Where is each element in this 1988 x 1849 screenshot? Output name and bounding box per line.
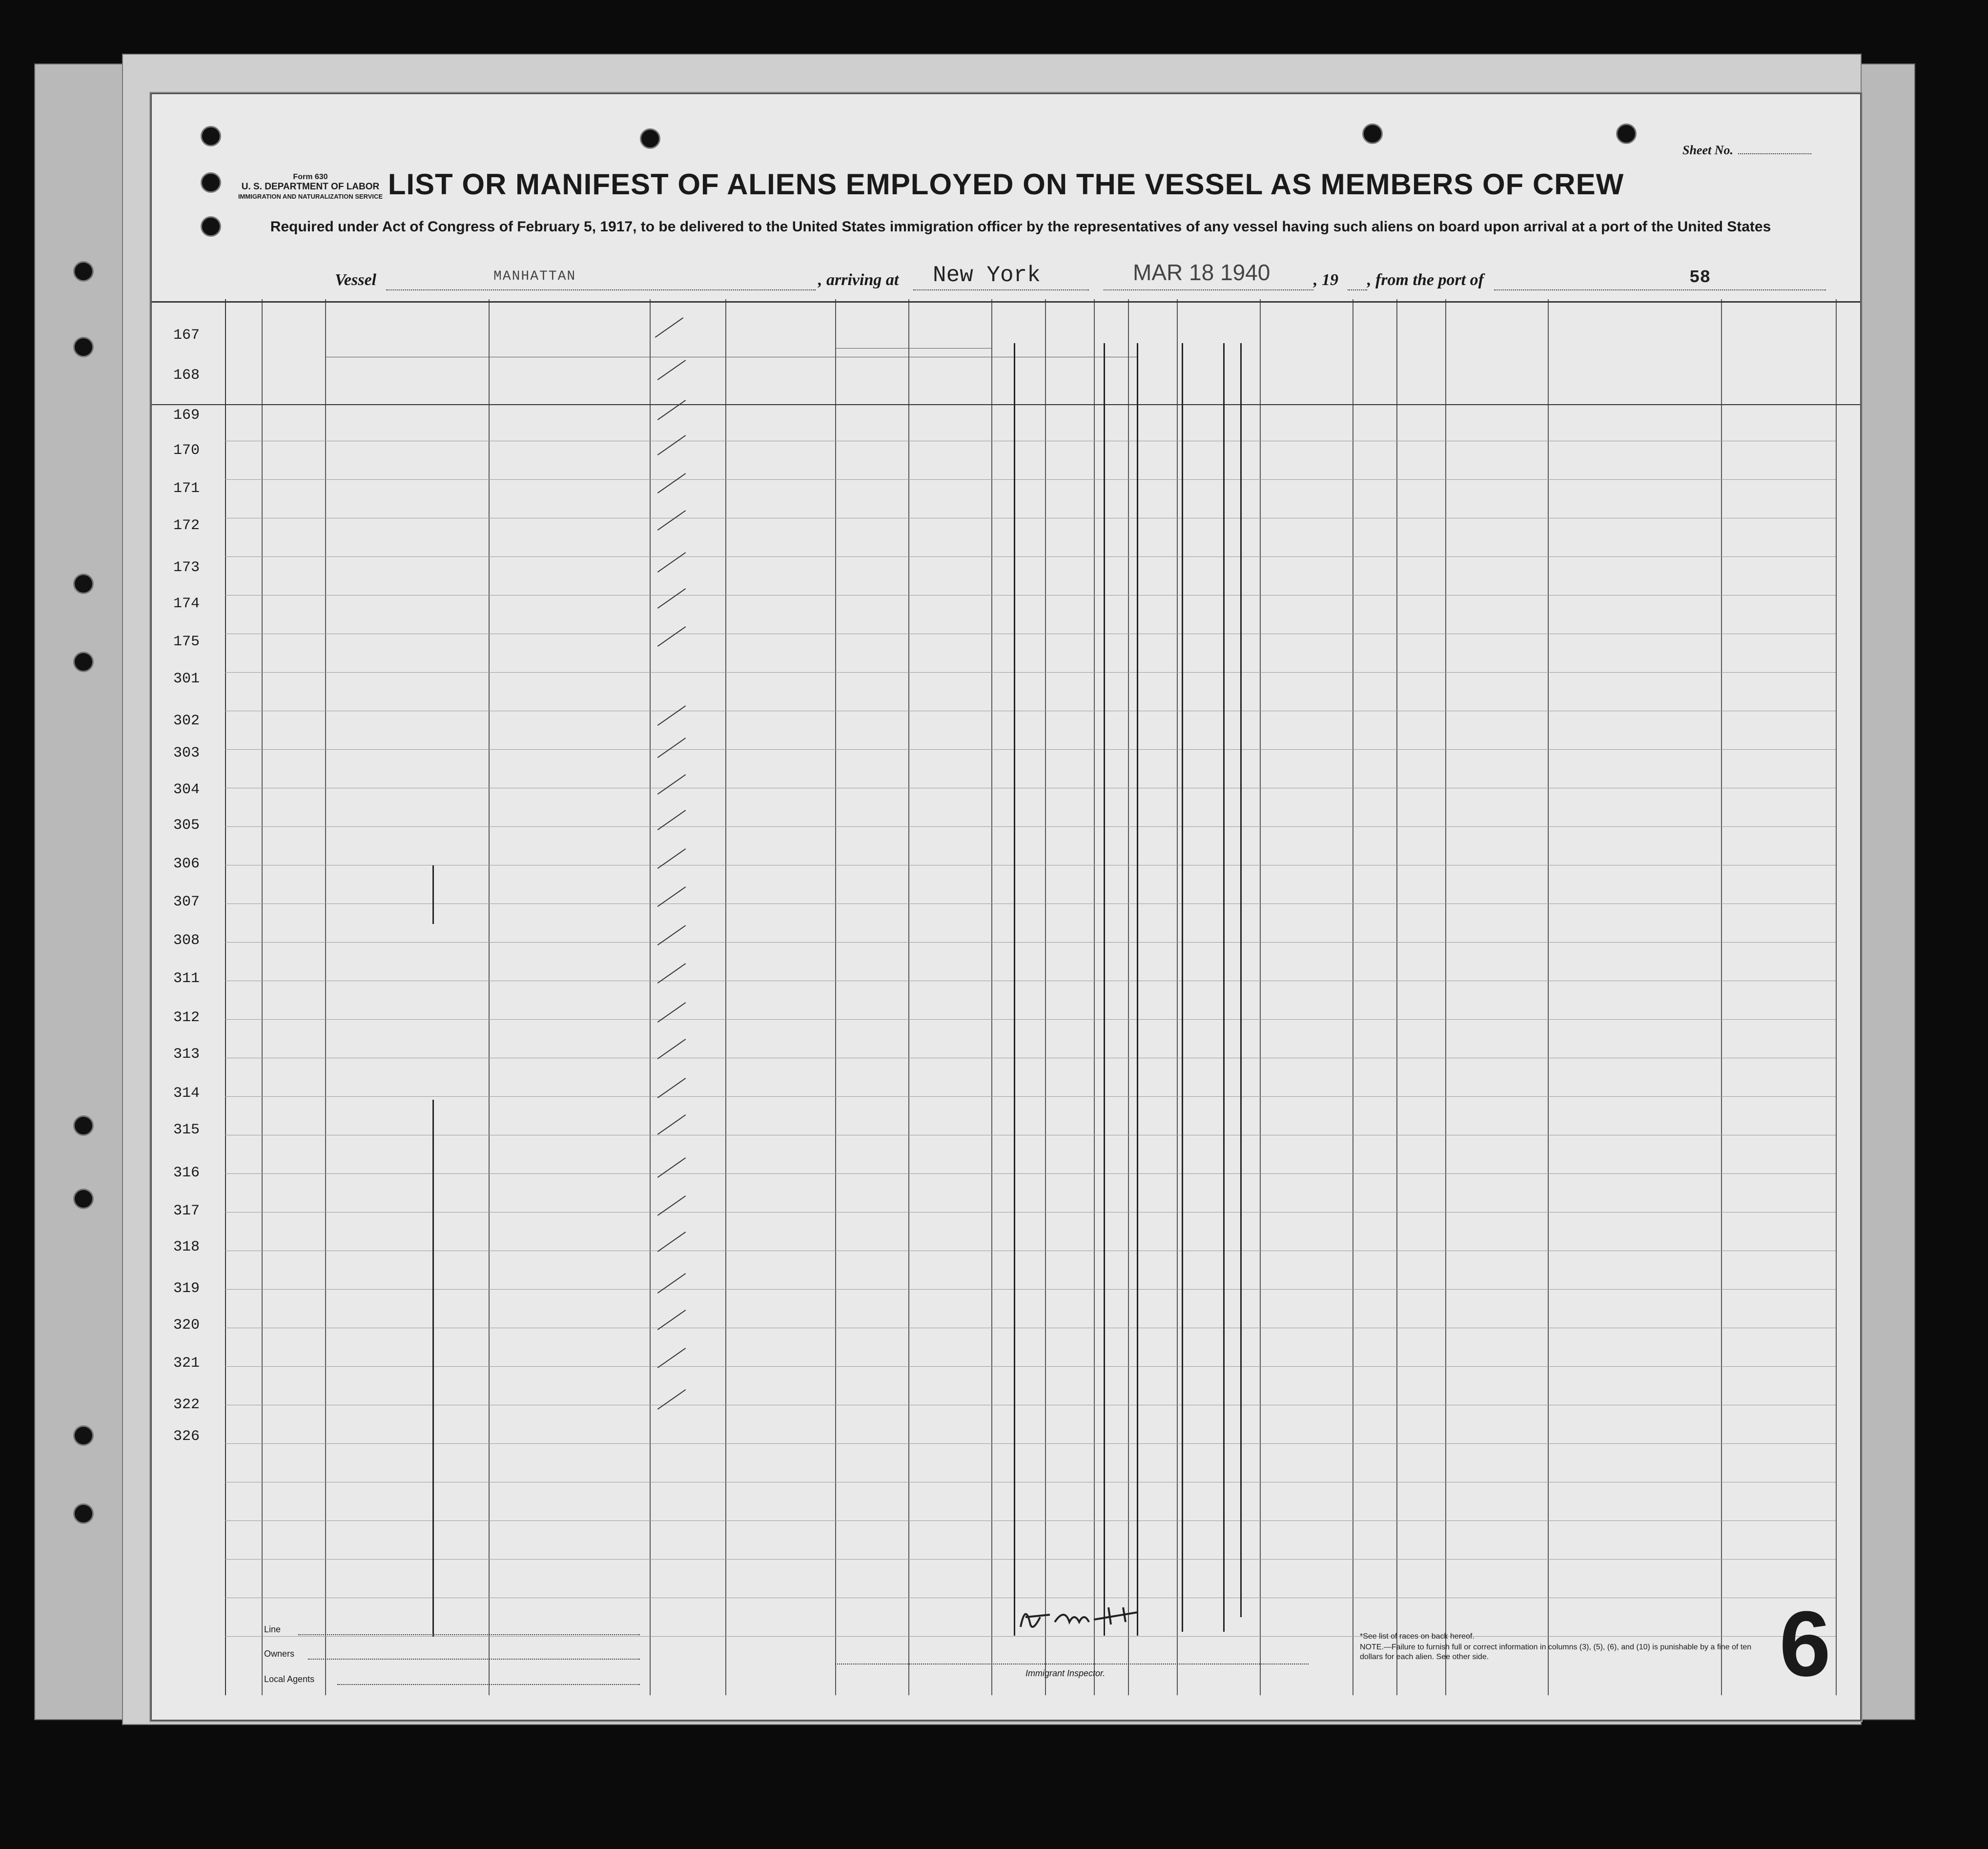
year-label: , 19 (1313, 271, 1338, 289)
margin-sequence-number: 303 (173, 745, 200, 761)
service-tick-mark (657, 738, 686, 758)
ditto-line (432, 1100, 434, 1637)
margin-sequence-number: 311 (173, 970, 200, 987)
column-rule (489, 299, 490, 1695)
binder-hole (73, 1189, 94, 1209)
margin-sequence-number: 173 (173, 559, 200, 576)
binder-hole (73, 574, 94, 594)
vessel-line (152, 260, 1860, 294)
header-rule (152, 301, 1860, 303)
column-rule (725, 299, 726, 1695)
sheet-no (1682, 143, 1811, 158)
row-rule (225, 1520, 1836, 1521)
page-number: 58 (1689, 267, 1711, 288)
margin-sequence-number: 315 (173, 1122, 200, 1138)
margin-sequence-number: 170 (173, 442, 200, 459)
row-rule (225, 479, 1836, 480)
margin-sequence-number: 307 (173, 894, 200, 910)
service-tick-mark (657, 1195, 686, 1216)
margin-sequence-number: 326 (173, 1428, 200, 1445)
column-rule (991, 299, 992, 1695)
form-line: IMMIGRATION AND NATURALIZATION SERVICE (238, 193, 383, 200)
margin-sequence-number: 302 (173, 713, 200, 729)
service-tick-mark (657, 705, 686, 726)
races-note: *See list of races on back hereof. (1360, 1632, 1475, 1641)
service-tick-mark (657, 360, 686, 380)
service-tick-mark (657, 1310, 686, 1330)
service-tick-mark (657, 1039, 686, 1059)
binder-hole (1362, 123, 1383, 144)
row-rule (225, 1289, 1836, 1290)
service-tick-mark (655, 317, 683, 338)
service-tick-mark (657, 1157, 686, 1178)
margin-sequence-number: 308 (173, 932, 200, 949)
binder-hole (73, 652, 94, 672)
column-rule (1445, 299, 1446, 1695)
service-tick-mark (657, 774, 686, 795)
service-tick-mark (657, 1348, 686, 1368)
row-rule (225, 1559, 1836, 1560)
row-rule (225, 1443, 1836, 1444)
row-rule (225, 1019, 1836, 1020)
header-rule (152, 404, 1860, 405)
margin-sequence-number: 320 (173, 1317, 200, 1334)
margin-sequence-number: 305 (173, 817, 200, 834)
service-tick-mark (657, 1078, 686, 1098)
service-tick-mark (657, 1273, 686, 1294)
column-rule (262, 299, 263, 1695)
margin-sequence-number: 175 (173, 634, 200, 650)
column-rule (1094, 299, 1095, 1695)
margin-sequence-number: 316 (173, 1165, 200, 1181)
sheet-no-label: Sheet No. (1682, 143, 1733, 157)
binder-hole (73, 1503, 94, 1524)
row-rule (225, 595, 1836, 596)
margin-sequence-number: 322 (173, 1397, 200, 1413)
column-rule (1548, 299, 1549, 1695)
column-rule (225, 299, 226, 1695)
manifest-sheet (150, 93, 1862, 1721)
owners-label: Owners (264, 1649, 295, 1659)
service-tick-mark (657, 510, 686, 531)
row-rule (225, 826, 1836, 827)
service-tick-mark (657, 400, 686, 420)
service-tick-mark (657, 1389, 686, 1410)
sheet-number-large: 6 (1779, 1592, 1831, 1696)
binder-hole (73, 261, 94, 282)
binder-hole (201, 126, 221, 146)
inspector-label: Immigrant Inspector. (1025, 1668, 1106, 1678)
form-line: U. S. DEPARTMENT OF LABOR (241, 182, 380, 192)
margin-sequence-number: 168 (173, 367, 200, 384)
date-stamp: MAR 18 1940 (1133, 260, 1271, 285)
margin-sequence-number: 321 (173, 1355, 200, 1372)
ditto-line (1104, 343, 1105, 1636)
from-port-label: , from the port of (1367, 271, 1484, 289)
margin-sequence-number: 301 (173, 671, 200, 687)
margin-sequence-number: 318 (173, 1239, 200, 1255)
column-rule (1396, 299, 1397, 1695)
margin-sequence-number: 172 (173, 517, 200, 534)
margin-sequence-number: 171 (173, 480, 200, 497)
row-rule (225, 1096, 1836, 1097)
margin-sequence-number: 304 (173, 781, 200, 798)
penalty-note: NOTE.—Failure to furnish full or correct information in columns (3), (5), (6), and (10) is punishable by a fine of ten dollars for each alien. See other side. (1360, 1643, 1752, 1661)
local-agents-label: Local Agents (264, 1674, 315, 1684)
column-rule (908, 299, 909, 1695)
margin-sequence-number: 319 (173, 1280, 200, 1297)
binder-hole (73, 1425, 94, 1446)
column-rule (1045, 299, 1046, 1695)
margin-sequence-number: 167 (173, 327, 200, 344)
ditto-line (1223, 343, 1225, 1632)
margin-sequence-number: 314 (173, 1085, 200, 1102)
vessel-name: MANHATTAN (493, 269, 576, 284)
column-rule (325, 299, 326, 1695)
column-rule (1721, 299, 1722, 1695)
inspector-signature (1011, 1598, 1182, 1637)
page-title: LIST OR MANIFEST OF ALIENS EMPLOYED ON THE VESSEL AS MEMBERS OF CREW (388, 168, 1624, 201)
arrival-port: New York (933, 263, 1041, 288)
margin-sequence-number: 169 (173, 407, 200, 424)
margin-sequence-number: 313 (173, 1046, 200, 1063)
service-tick-mark (657, 1114, 686, 1135)
row-rule (225, 556, 1836, 557)
row-rule (225, 1366, 1836, 1367)
service-tick-mark (657, 1232, 686, 1252)
line-label: Line (264, 1624, 281, 1634)
binder-hole (201, 216, 221, 237)
vessel-label: Vessel (335, 271, 376, 289)
column-rule (1260, 299, 1261, 1695)
row-rule (225, 672, 1836, 673)
service-tick-mark (657, 552, 686, 573)
column-rule (650, 299, 651, 1695)
column-rule (1836, 299, 1837, 1695)
row-rule (225, 749, 1836, 750)
binder-hole (640, 128, 660, 149)
manifest-table (152, 299, 1860, 1695)
binder-hole (73, 337, 94, 357)
ditto-line (1182, 343, 1183, 1632)
column-rule (835, 299, 836, 1695)
row-rule (225, 1173, 1836, 1174)
margin-sequence-number: 174 (173, 596, 200, 612)
margin-sequence-number: 306 (173, 856, 200, 872)
margin-sequence-number: 317 (173, 1203, 200, 1219)
arriving-label: , arriving at (818, 271, 899, 289)
binder-hole (73, 1115, 94, 1136)
ditto-line (1240, 343, 1242, 1617)
subheader-rule (835, 348, 991, 349)
service-tick-mark (657, 588, 686, 609)
margin-sequence-number: 312 (173, 1009, 200, 1026)
column-rule (1177, 299, 1178, 1695)
service-tick-mark (657, 435, 686, 455)
binder-hole (1616, 123, 1637, 144)
column-rule (1128, 299, 1129, 1695)
service-tick-mark (657, 473, 686, 493)
ditto-line (432, 865, 434, 924)
page-subtitle: Required under Act of Congress of February 5, 1917, to be delivered to the United States immigration officer by the representatives of any vessel having such aliens on board upon arrival at a port of the United States (270, 219, 1771, 235)
ditto-line (1014, 343, 1015, 1636)
service-tick-mark (657, 810, 686, 830)
form-line: Form 630 (293, 173, 328, 181)
service-tick-mark (657, 626, 686, 647)
ditto-line (1137, 343, 1138, 1636)
row-rule (225, 942, 1836, 943)
service-tick-mark (657, 848, 686, 869)
